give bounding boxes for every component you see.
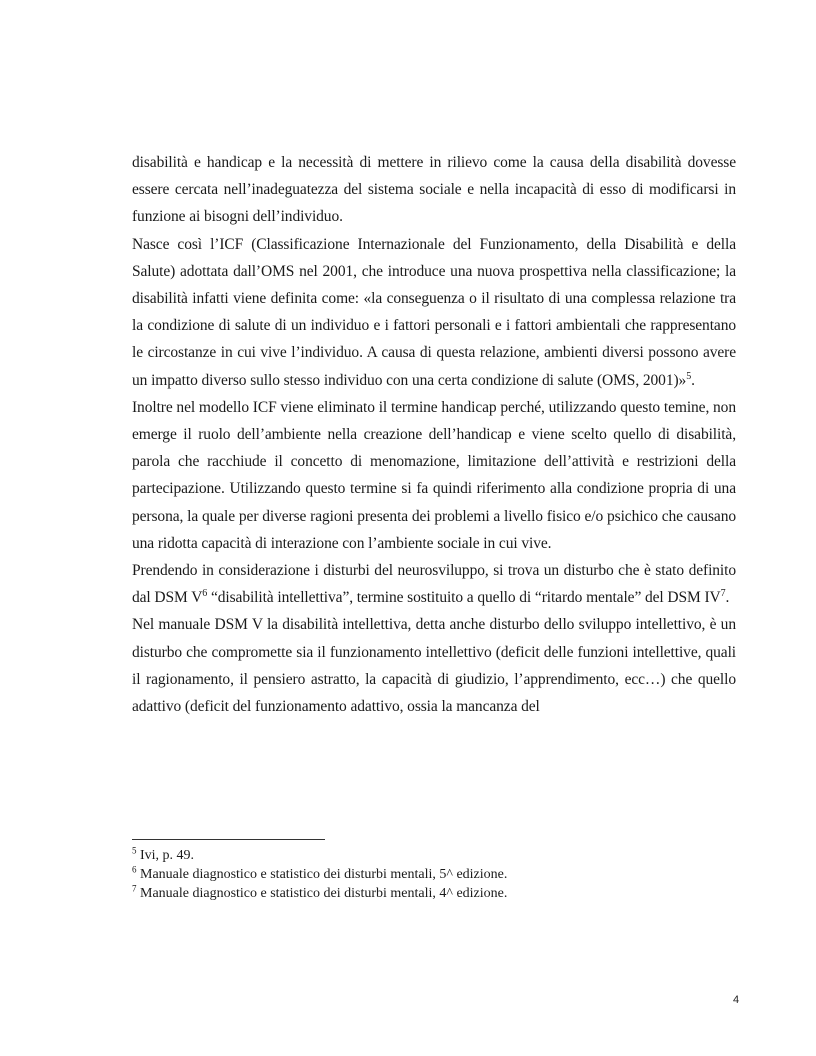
paragraph-text: Inoltre nel modello ICF viene eliminato il termine handicap perché, utilizzando questo temine, non emerge il ruolo dell’ambiente nella creazione dell’handicap e viene scelto quello di disabilità, parola che racchiude il concetto di menomazione, limitazione dell’attività e restrizioni della partecipazione. Utilizzando questo termine si fa quindi riferimento alla condizione propria di una persona, la quale per diverse ragioni presenta dei problemi a livello fisico e/o psichico che causano una ridotta capacità di interazione con l’ambiente sociale in cui vive. <box>132 398 736 552</box>
paragraph-text: . <box>725 589 730 607</box>
footnote-ref[interactable]: 5 <box>686 370 692 382</box>
paragraph <box>132 394 736 557</box>
paragraph-text: “disabilità intellettiva”, termine sostituito a quello di “ritardo mentale” del DSM IV <box>207 589 721 607</box>
paragraph <box>132 557 736 611</box>
paragraph <box>132 231 736 394</box>
footnote <box>132 865 736 884</box>
footnote-text: Ivi, p. 49. <box>136 848 195 863</box>
footnote <box>132 884 736 903</box>
footnote-separator <box>132 839 325 840</box>
paragraph-text: disabilità e handicap e la necessità di mettere in rilievo come la causa della disabilità dovesse essere cercata nell’inadeguatezza del sistema sociale e nella incapacità di esso di modificarsi in funzione ai bisogni dell’individuo. <box>132 154 736 226</box>
paragraph-text: Nel manuale DSM V la disabilità intellettiva, detta anche disturbo dello sviluppo intellettivo, è un disturbo che compromette sia il funzionamento intellettivo (deficit delle funzioni intellettive, quali il ragionamento, il pensiero astratto, la capacità di giudizio, l’apprendimento, ecc…) che quello adattivo (deficit del funzionamento adattivo, ossia la mancanza del <box>132 616 736 716</box>
footnote-ref[interactable]: 6 <box>202 588 208 600</box>
footnote-number: 6 <box>132 864 137 875</box>
footnote-number: 5 <box>132 845 137 856</box>
paragraph <box>132 611 736 720</box>
paragraph-text: Nasce così l’ICF (Classificazione Internazionale del Funzionamento, della Disabilità e della Salute) adottata dall’OMS nel 2001, che introduce una nuova prospettiva nella classificazione; la disabilità infatti viene definita come: «la conseguenza o il risultato di una complessa relazione tra la condizione di salute di un individuo e i fattori personali e i fattori ambientali che rappresentano le circostanze in cui vive l’individuo. A causa di questa relazione, ambienti diversi possono avere un impatto diverso sullo stesso individuo con una certa condizione di salute (OMS, 2001)» <box>132 235 736 389</box>
paragraph-text: . <box>691 371 695 389</box>
page-number: 4 <box>732 994 740 1006</box>
paragraph-text: Prendendo in considerazione i disturbi del neurosviluppo, si trova un disturbo che è stato definito dal DSM V <box>132 562 736 607</box>
footnotes <box>132 846 736 903</box>
footnote-text: Manuale diagnostico e statistico dei disturbi mentali, 5^ edizione. <box>136 867 508 882</box>
body-text <box>132 149 736 720</box>
paragraph <box>132 149 736 231</box>
footnote-number: 7 <box>132 883 137 894</box>
footnote <box>132 846 736 865</box>
footnote-ref[interactable]: 7 <box>720 588 726 600</box>
footnote-text: Manuale diagnostico e statistico dei disturbi mentali, 4^ edizione. <box>136 886 508 901</box>
